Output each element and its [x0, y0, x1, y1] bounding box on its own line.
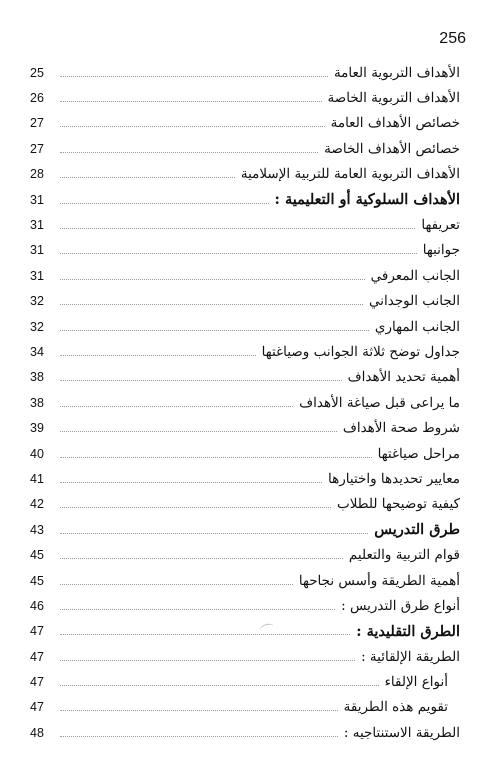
dot-leader [60, 481, 322, 483]
toc-entry [30, 517, 460, 542]
toc-entry-title: كيفية توضيحها للطلاب [337, 496, 460, 513]
toc-entry-title: أنواع طرق التدريس : [341, 597, 460, 614]
toc-page-number: 31 [30, 268, 44, 283]
toc-entry-title: الجانب المعرفي [370, 267, 460, 284]
table-of-contents [30, 60, 460, 746]
toc-entry-title: تقويم هذه الطريقة [343, 699, 448, 716]
toc-page-number: 26 [30, 91, 44, 106]
toc-entry-title: الطريقة الاستنتاجيه : [343, 724, 460, 741]
toc-entry [30, 60, 460, 85]
toc-page-number: 46 [30, 598, 44, 613]
toc-page-number: 27 [30, 141, 44, 156]
toc-entry-title: تعريفها [421, 217, 460, 234]
toc-page-number: 47 [30, 649, 44, 664]
dot-leader [60, 506, 331, 508]
dot-leader [60, 278, 365, 280]
toc-page-number: 32 [30, 294, 44, 309]
toc-entry-title: أنواع الإلقاء [384, 674, 448, 691]
toc-entry [30, 85, 460, 110]
dot-leader [60, 633, 350, 635]
dot-leader [60, 252, 417, 254]
toc-entry-title: معايير تحديدها واختيارها [328, 470, 460, 487]
dot-leader [60, 379, 342, 381]
dot-leader [60, 202, 269, 204]
toc-entry-title: خصائص الأهداف الخاصة [324, 140, 460, 157]
toc-entry [30, 365, 460, 390]
toc-page-number: 43 [30, 522, 44, 537]
toc-entry [30, 390, 460, 415]
toc-entry [30, 162, 460, 187]
dot-leader [60, 684, 379, 686]
dot-leader [60, 608, 335, 610]
toc-entry-title: قوام التربية والتعليم [348, 547, 460, 564]
toc-entry-title: الجانب المهاري [374, 318, 460, 335]
toc-entry [30, 720, 460, 745]
dot-leader [60, 532, 368, 534]
dot-leader [60, 735, 338, 737]
dot-leader [60, 659, 355, 661]
dot-leader [60, 456, 372, 458]
toc-entry [30, 339, 460, 364]
dot-leader [60, 557, 343, 559]
toc-entry-title: الجانب الوجداني [368, 293, 460, 310]
toc-entry-title: خصائص الأهداف العامة [330, 115, 460, 132]
dot-leader [60, 354, 256, 356]
toc-page-number: 40 [30, 446, 44, 461]
toc-entry-title: أهمية الطريقة وأسس نجاحها [298, 572, 460, 589]
toc-entry [30, 289, 460, 314]
toc-page-number: 42 [30, 497, 44, 512]
toc-entry [30, 619, 460, 644]
toc-entry [30, 669, 460, 694]
toc-page-number: 41 [30, 471, 44, 486]
toc-entry [30, 644, 460, 669]
toc-entry [30, 238, 460, 263]
toc-page-number: 38 [30, 395, 44, 410]
dot-leader [60, 430, 337, 432]
toc-page-number: 31 [30, 243, 44, 258]
toc-page-number: 47 [30, 624, 44, 639]
toc-entry [30, 111, 460, 136]
toc-entry [30, 136, 460, 161]
toc-page-number: 45 [30, 548, 44, 563]
toc-page-number: 48 [30, 725, 44, 740]
toc-page-number: 27 [30, 116, 44, 131]
page-number: 256 [439, 30, 466, 47]
toc-page-number: 31 [30, 218, 44, 233]
toc-page-number: 47 [30, 675, 44, 690]
toc-entry [30, 492, 460, 517]
dot-leader [60, 100, 322, 102]
toc-entry-title: الطرق التقليدية : [356, 622, 460, 640]
toc-entry-title: الأهداف السلوكية أو التعليمية : [274, 191, 460, 209]
dot-leader [60, 176, 235, 178]
toc-page-number: 45 [30, 573, 44, 588]
dot-leader [60, 303, 363, 305]
toc-page-number: 47 [30, 700, 44, 715]
toc-entry [30, 695, 460, 720]
toc-entry-title: جوانبها [422, 242, 460, 259]
dot-leader [60, 75, 328, 77]
dot-leader [60, 125, 325, 127]
toc-entry [30, 263, 460, 288]
toc-entry [30, 212, 460, 237]
toc-entry [30, 187, 460, 212]
toc-entry-title: الأهداف التربوية الخاصة [327, 90, 460, 107]
dot-leader [60, 583, 293, 585]
toc-page-number: 28 [30, 167, 44, 182]
toc-entry-title: مراحل صياغتها [377, 445, 460, 462]
dot-leader [60, 405, 293, 407]
toc-page-number: 25 [30, 65, 44, 80]
toc-entry [30, 568, 460, 593]
toc-entry-title: شروط صحة الأهداف [342, 420, 460, 437]
toc-entry-title: جداول توضح ثلاثة الجوانب وصياغتها [261, 343, 460, 360]
toc-entry [30, 415, 460, 440]
toc-page-number: 34 [30, 344, 44, 359]
toc-entry-title: طرق التدريس [374, 521, 460, 539]
toc-page-number: 38 [30, 370, 44, 385]
toc-entry [30, 593, 460, 618]
toc-entry-title: الطريقة الإلقائية : [361, 648, 460, 665]
toc-entry [30, 441, 460, 466]
toc-entry-title: الأهداف التربوية العامة [333, 64, 460, 81]
toc-entry-title: أهمية تحديد الأهداف [347, 369, 460, 386]
toc-entry-title: الأهداف التربوية العامة للتربية الإسلامية [240, 166, 460, 183]
dot-leader [60, 151, 318, 153]
toc-entry [30, 466, 460, 491]
toc-page-number: 39 [30, 421, 44, 436]
dot-leader [60, 329, 369, 331]
toc-entry [30, 542, 460, 567]
toc-entry [30, 314, 460, 339]
dot-leader [60, 227, 415, 229]
toc-page-number: 31 [30, 192, 44, 207]
toc-entry-title: ما يراعى قبل صياغة الأهداف [299, 394, 460, 411]
toc-page-number: 32 [30, 319, 44, 334]
dot-leader [60, 709, 338, 711]
